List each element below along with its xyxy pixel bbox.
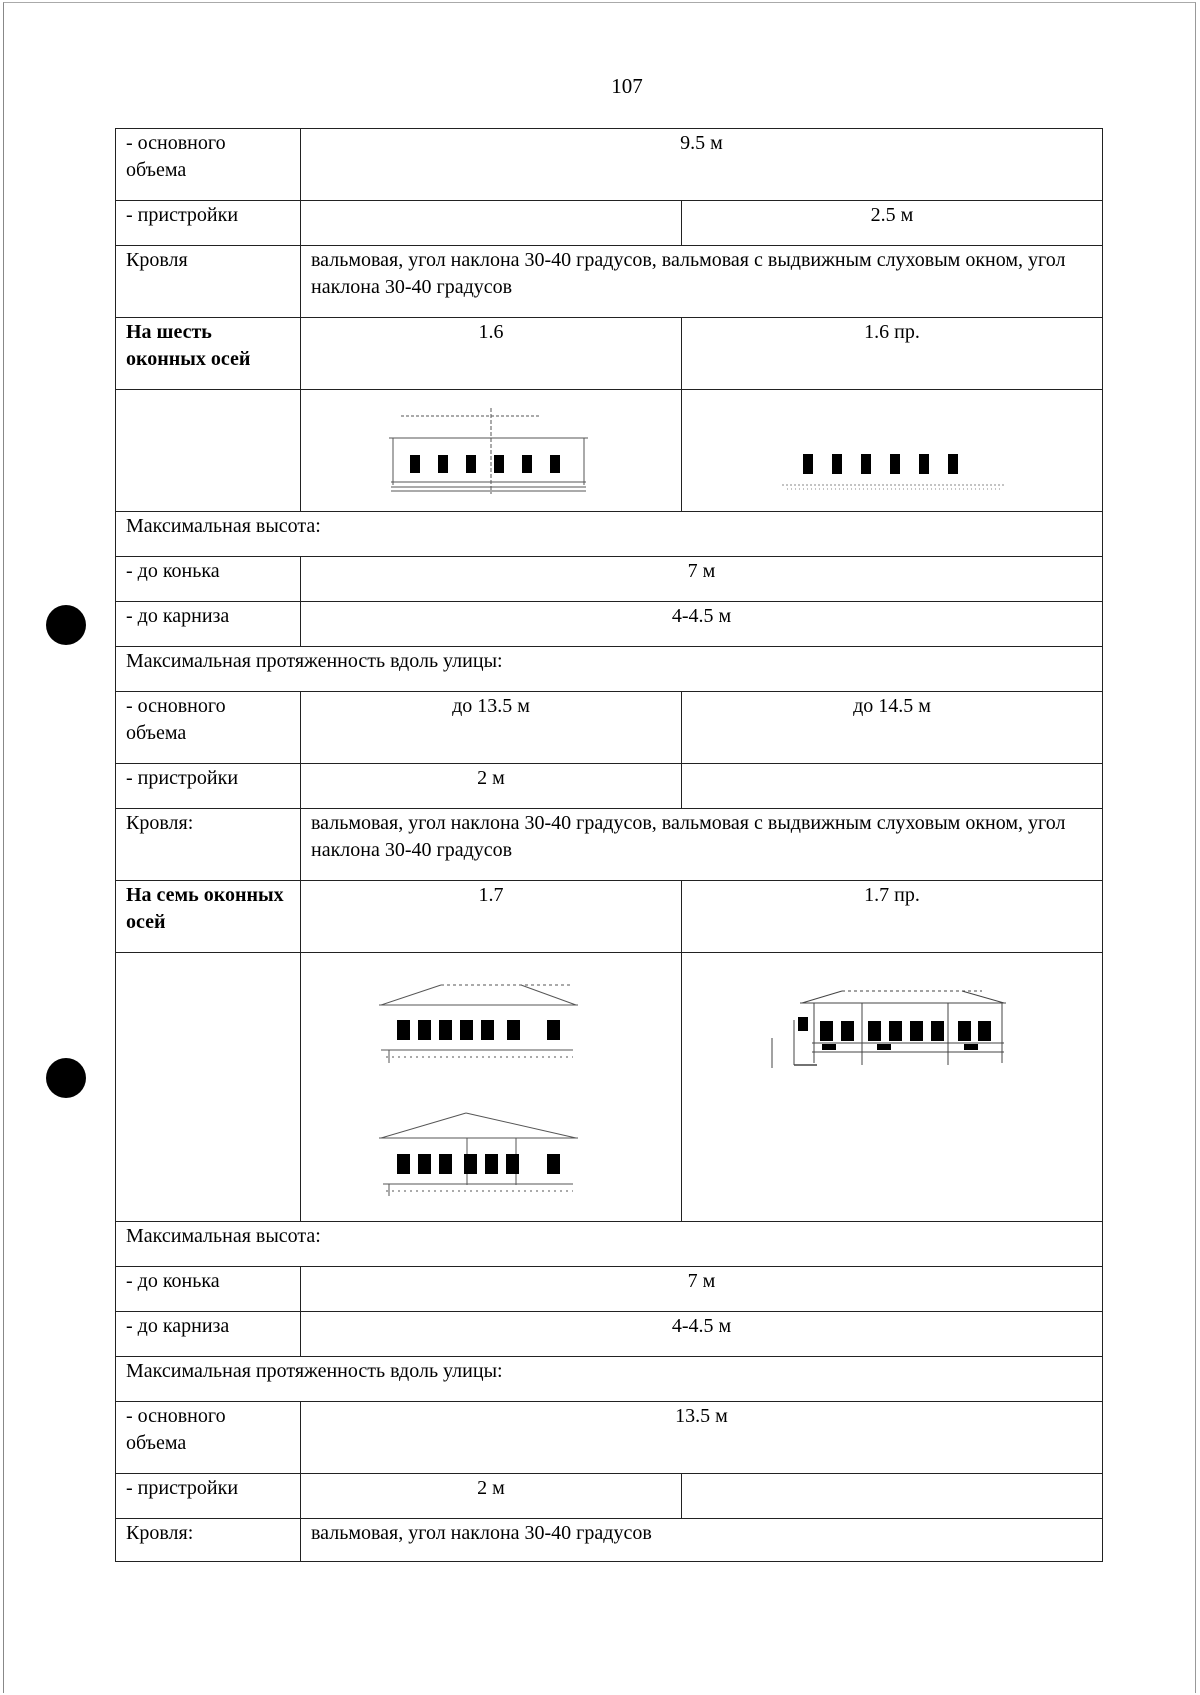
- table-row: [116, 764, 1103, 809]
- row-value: 7 м: [301, 1267, 1103, 1312]
- row-label: - пристройки: [116, 201, 301, 246]
- empty-cell: [116, 390, 301, 512]
- row-label: Кровля:: [116, 809, 301, 881]
- row-value: 13.5 м: [301, 1402, 1103, 1474]
- subsection-title: Максимальная высота:: [116, 512, 1103, 557]
- row-label: - до карниза: [116, 1312, 301, 1357]
- type-label: 1.7 пр.: [682, 881, 1103, 953]
- row-value: 4-4.5 м: [301, 602, 1103, 647]
- row-value: вальмовая, угол наклона 30-40 градусов: [301, 1519, 1103, 1562]
- row-value: 2 м: [301, 764, 682, 809]
- table-row: [116, 692, 1103, 764]
- row-label: - до конька: [116, 1267, 301, 1312]
- table-row: [116, 390, 1103, 512]
- table-row: [116, 1267, 1103, 1312]
- table-row: [116, 602, 1103, 647]
- table-row: [116, 647, 1103, 692]
- table-row: [116, 953, 1103, 1222]
- row-label: Кровля: [116, 246, 301, 318]
- table-row: [116, 201, 1103, 246]
- table-row: [116, 881, 1103, 953]
- type-label: 1.7: [301, 881, 682, 953]
- table-row: [116, 1474, 1103, 1519]
- table-row: [116, 318, 1103, 390]
- row-label: - до конька: [116, 557, 301, 602]
- row-label: - основного объема: [116, 129, 301, 201]
- row-value: до 13.5 м: [301, 692, 682, 764]
- row-value: 9.5 м: [301, 129, 1103, 201]
- row-label: - до карниза: [116, 602, 301, 647]
- facade-drawing-1-6: [301, 390, 682, 512]
- row-value: 2.5 м: [682, 201, 1103, 246]
- regulations-table: [115, 128, 1103, 1562]
- row-label: Кровля:: [116, 1519, 301, 1562]
- facade-drawing-1-6-pr: [682, 390, 1103, 512]
- table-row: [116, 246, 1103, 318]
- table-row: [116, 1357, 1103, 1402]
- row-value: 7 м: [301, 557, 1103, 602]
- table-row: [116, 1402, 1103, 1474]
- empty-cell: [116, 953, 301, 1222]
- row-label: - основного объема: [116, 1402, 301, 1474]
- row-label: - пристройки: [116, 764, 301, 809]
- subsection-title: Максимальная протяженность вдоль улицы:: [116, 647, 1103, 692]
- row-label: - основного объема: [116, 692, 301, 764]
- table-row: [116, 1222, 1103, 1267]
- table-row: [116, 809, 1103, 881]
- subsection-title: Максимальная высота:: [116, 1222, 1103, 1267]
- section-header: На шесть оконных осей: [116, 318, 301, 390]
- row-value: вальмовая, угол наклона 30-40 градусов, вальмовая с выдвижным слуховым окном, угол наклона 30-40 градусов: [301, 809, 1103, 881]
- row-value: [682, 1474, 1103, 1519]
- table-row: [116, 1519, 1103, 1562]
- row-value: [301, 201, 682, 246]
- table-row: [116, 1312, 1103, 1357]
- page-number: 107: [611, 74, 643, 98]
- facade-drawing-1-7-pr: [682, 953, 1103, 1222]
- row-value: [682, 764, 1103, 809]
- row-label: - пристройки: [116, 1474, 301, 1519]
- facade-drawings-1-7: [301, 953, 682, 1222]
- table-row: [116, 129, 1103, 201]
- table-row: [116, 557, 1103, 602]
- table-row: [116, 512, 1103, 557]
- type-label: 1.6 пр.: [682, 318, 1103, 390]
- subsection-title: Максимальная протяженность вдоль улицы:: [116, 1357, 1103, 1402]
- punch-hole-icon: [46, 1058, 86, 1098]
- type-label: 1.6: [301, 318, 682, 390]
- row-value: 4-4.5 м: [301, 1312, 1103, 1357]
- row-value: до 14.5 м: [682, 692, 1103, 764]
- row-value: 2 м: [301, 1474, 682, 1519]
- section-header: На семь оконных осей: [116, 881, 301, 953]
- row-value: вальмовая, угол наклона 30-40 градусов, вальмовая с выдвижным слуховым окном, угол наклона 30-40 градусов: [301, 246, 1103, 318]
- punch-hole-icon: [46, 605, 86, 645]
